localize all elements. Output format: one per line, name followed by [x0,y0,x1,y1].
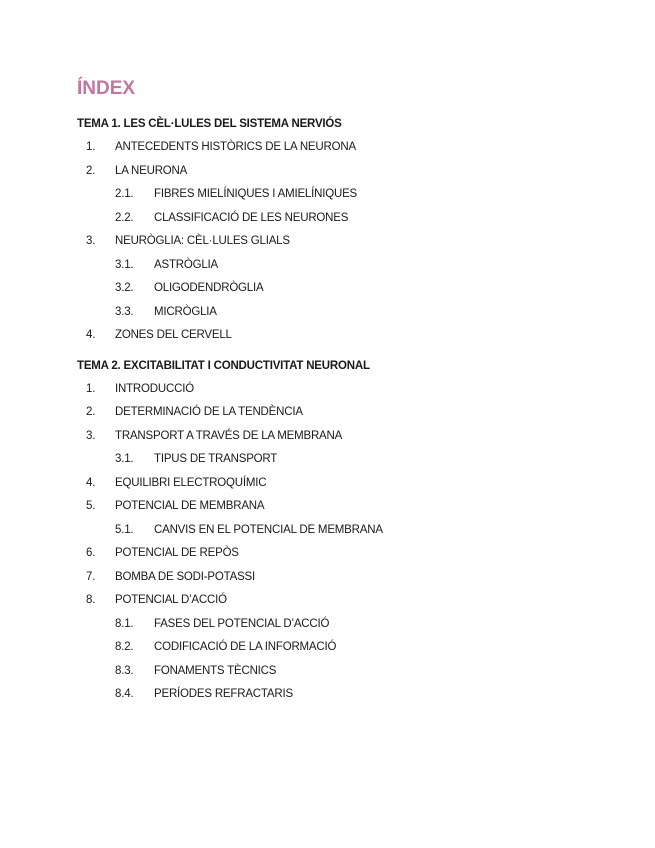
entry-text: FIBRES MIELÍNIQUES I AMIELÍNIQUES [154,188,358,200]
toc-entry [77,589,617,613]
toc-subentry [77,254,617,278]
entry-text: INTRODUCCIÓ [115,382,194,395]
entry-number: 8.2. [115,641,134,653]
toc-entry [77,425,617,449]
toc-section [77,115,617,348]
entry-text: LA NEURONA [115,164,188,177]
entry-number: 3.2. [115,282,134,294]
entry-text: PERÍODES REFRACTARIS [154,688,293,700]
section-heading: TEMA 1. LES CÈL·LULES DEL SISTEMA NERVIÓS [77,118,342,130]
section-heading: TEMA 2. EXCITABILITAT I CONDUCTIVITAT NEURONAL [77,359,370,372]
toc-entries [77,136,617,348]
entry-text: ANTECEDENTS HISTÒRICS DE LA NEURONA [115,141,356,153]
entry-text: CANVIS EN EL POTENCIAL DE MEMBRANA [154,523,383,536]
entry-number: 3. [86,235,96,247]
toc-entry [77,495,617,519]
toc-entry [77,401,617,425]
toc-subentry [77,660,617,684]
entry-text: FASES DEL POTENCIAL D’ACCIÓ [154,617,330,630]
entry-number: 1. [86,141,96,153]
entry-text: TRANSPORT A TRAVÉS DE LA MEMBRANA [115,429,343,442]
entry-number: 8.1. [115,617,134,630]
table-of-contents [77,115,617,707]
entry-text: CODIFICACIÓ DE LA INFORMACIÓ [154,641,337,653]
page-title: ÍNDEX [77,78,136,99]
entry-text: POTENCIAL DE REPÒS [115,547,239,559]
entry-text: MICRÒGLIA [154,305,217,318]
toc-subentry [77,636,617,660]
toc-entry [77,566,617,590]
toc-entry [77,160,617,184]
entry-number: 2. [86,164,96,177]
toc-subentry [77,613,617,637]
toc-entry [77,324,617,348]
entry-number: 5.1. [115,523,134,536]
toc-subentry [77,519,617,543]
entry-text: FONAMENTS TÈCNICS [154,664,277,677]
entry-text: POTENCIAL DE MEMBRANA [115,500,265,512]
entry-number: 2. [86,406,96,418]
entry-number: 8. [86,594,96,606]
entry-text: ASTRÒGLIA [154,258,219,271]
entry-number: 3.3. [115,305,134,318]
entry-number: 7. [86,570,96,583]
entry-text: ZONES DEL CERVELL [115,329,232,341]
entry-text: OLIGODENDRÒGLIA [154,282,264,294]
entry-number: 2.2. [115,211,134,224]
entry-text: CLASSIFICACIÓ DE LES NEURONES [154,211,349,224]
entry-text: EQUILIBRI ELECTROQUÍMIC [115,476,267,489]
entry-number: 2.1. [115,188,134,200]
entry-number: 1. [86,382,96,395]
toc-entry [77,378,617,402]
toc-section [77,357,617,707]
entry-number: 4. [86,476,96,489]
toc-subentry [77,301,617,325]
entry-number: 3. [86,429,96,442]
entry-number: 5. [86,500,96,512]
entry-text: BOMBA DE SODI-POTASSI [115,570,256,583]
toc-entry [77,472,617,496]
toc-entries [77,378,617,707]
entry-text: DETERMINACIÓ DE LA TENDÈNCIA [115,406,303,418]
toc-subentry [77,448,617,472]
toc-subentry [77,683,617,707]
entry-text: POTENCIAL D’ACCIÓ [115,594,227,606]
entry-number: 3.1. [115,258,134,271]
entry-number: 6. [86,547,96,559]
toc-entry [77,230,617,254]
entry-number: 4. [86,329,96,341]
entry-number: 3.1. [115,453,134,465]
toc-entry [77,542,617,566]
entry-number: 8.3. [115,664,134,677]
entry-number: 8.4. [115,688,134,700]
toc-subentry [77,277,617,301]
entry-text: TIPUS DE TRANSPORT [154,453,278,465]
toc-subentry [77,183,617,207]
toc-entry [77,136,617,160]
entry-text: NEURÒGLIA: CÈL·LULES GLIALS [115,235,290,247]
toc-subentry [77,207,617,231]
